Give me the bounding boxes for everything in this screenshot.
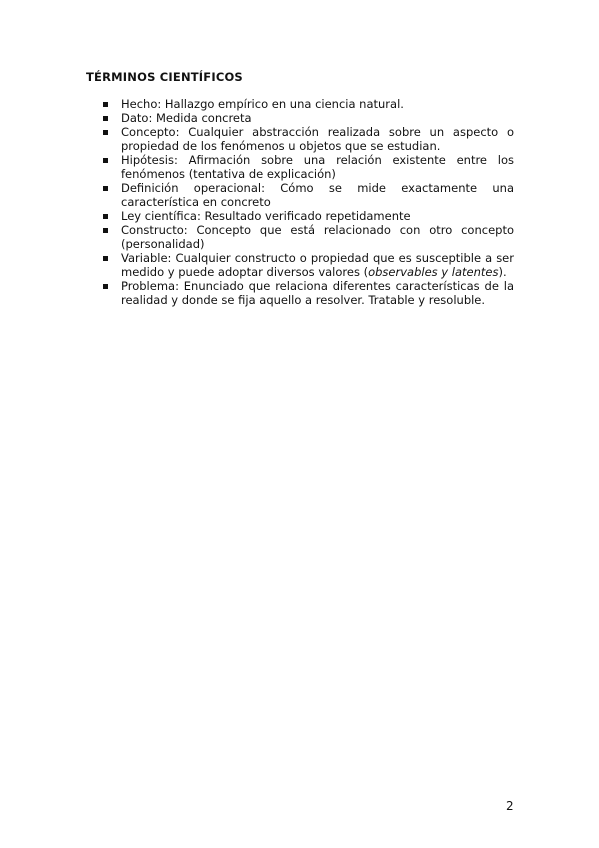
page-title: TÉRMINOS CIENTÍFICOS bbox=[86, 70, 243, 84]
page-number: 2 bbox=[506, 799, 514, 813]
list-item-text: Hecho: Hallazgo empírico en una ciencia natural. bbox=[121, 97, 404, 111]
square-bullet-icon bbox=[103, 256, 108, 261]
square-bullet-icon bbox=[103, 186, 108, 191]
list-item-problema bbox=[86, 279, 514, 307]
square-bullet-icon bbox=[103, 214, 108, 219]
list-item-ley-cientifica bbox=[86, 209, 514, 223]
square-bullet-icon bbox=[103, 284, 108, 289]
square-bullet-icon bbox=[103, 102, 108, 107]
list-item-text: Constructo: Concepto que está relacionado con otro concepto (personalidad) bbox=[121, 223, 514, 251]
square-bullet-icon bbox=[103, 228, 108, 233]
list-item-text-end: ). bbox=[498, 265, 507, 279]
list-item-hipotesis bbox=[86, 153, 514, 181]
terms-list bbox=[86, 97, 514, 307]
list-item-definicion-operacional bbox=[86, 181, 514, 209]
list-item-text: Definición operacional: Cómo se mide exactamente una característica en concreto bbox=[121, 181, 514, 209]
list-item-constructo bbox=[86, 223, 514, 251]
list-item-text: Hipótesis: Afirmación sobre una relación existente entre los fenómenos (tentativa de explicación) bbox=[121, 153, 514, 181]
list-item-text: Concepto: Cualquier abstracción realizada sobre un aspecto o propiedad de los fenómenos u objetos que se estudian. bbox=[121, 125, 514, 153]
list-item-text-italic: observables y latentes bbox=[368, 265, 499, 279]
list-item-variable bbox=[86, 251, 514, 279]
list-item-dato bbox=[86, 111, 514, 125]
list-item-text: Dato: Medida concreta bbox=[121, 111, 252, 125]
list-item-text: Problema: Enunciado que relaciona diferentes características de la realidad y donde se fija aquello a resolver. Tratable y resoluble. bbox=[121, 279, 514, 307]
list-item-concepto bbox=[86, 125, 514, 153]
square-bullet-icon bbox=[103, 116, 108, 121]
list-item-hecho bbox=[86, 97, 514, 111]
square-bullet-icon bbox=[103, 130, 108, 135]
list-item-text-start: Variable: Cualquier constructo o propiedad que es susceptible a ser medido y puede adoptar diversos valores ( bbox=[121, 251, 514, 279]
square-bullet-icon bbox=[103, 158, 108, 163]
list-item-text: Ley científica: Resultado verificado repetidamente bbox=[121, 209, 411, 223]
